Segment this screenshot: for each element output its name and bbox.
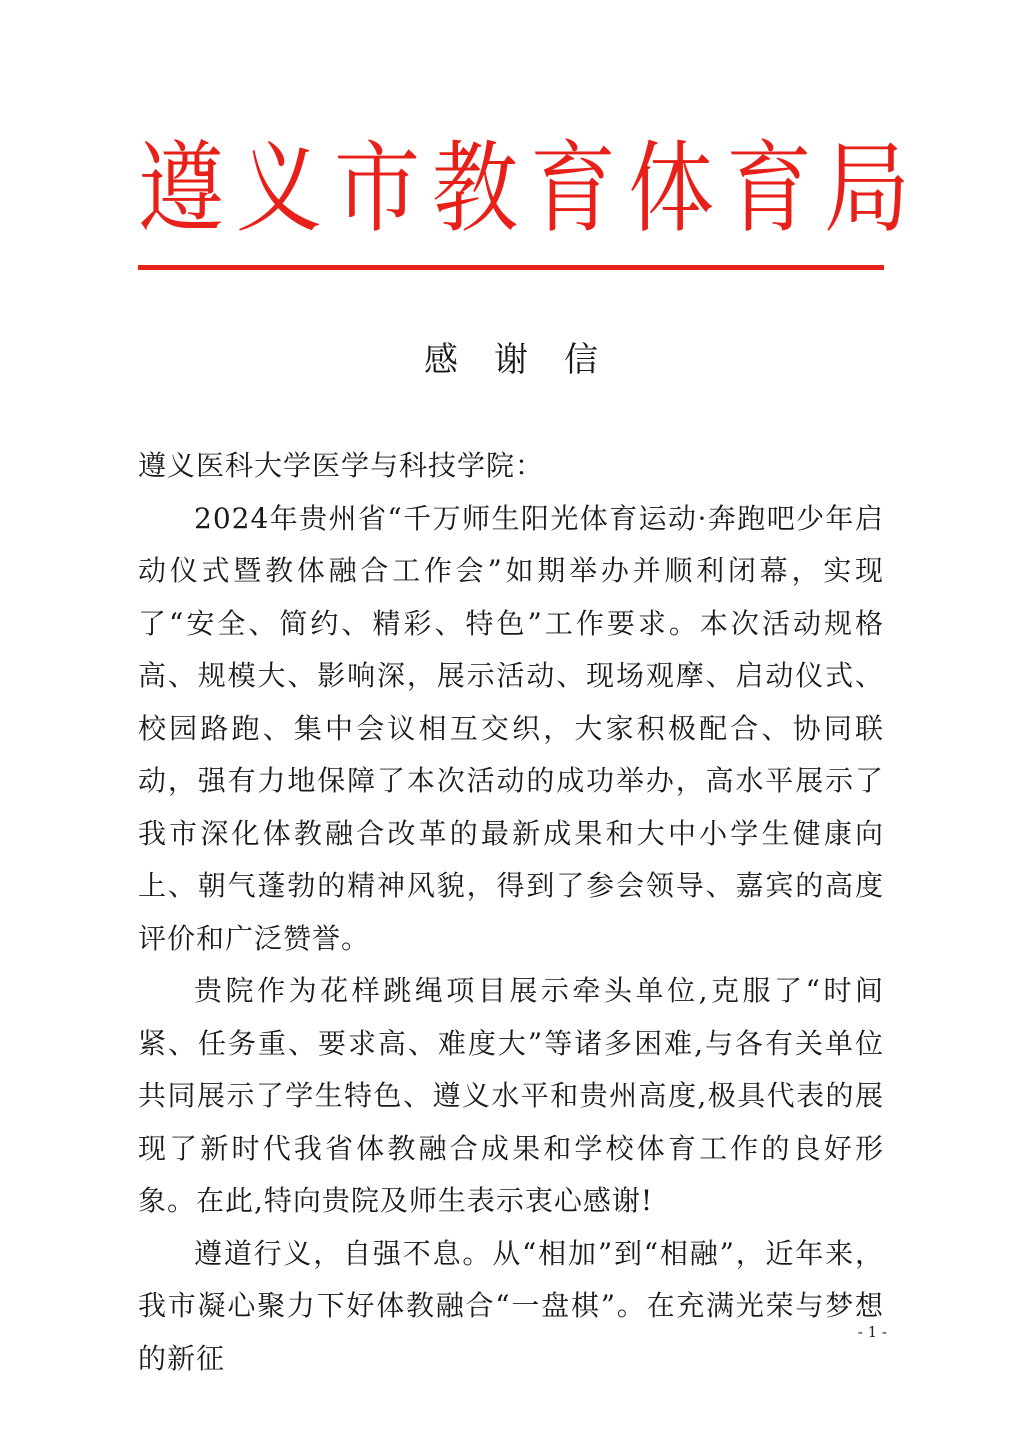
letterhead-org-name: 遵义市教育体育局 — [138, 131, 922, 247]
body-paragraph-3: 遵道行义，自强不息。从“相加”到“相融”，近年来，我市凝心聚力下好体教融合“一盘棋”。在充满光荣与梦想的新征 — [138, 1236, 884, 1375]
page-number: - 1 - — [857, 1323, 887, 1341]
letterhead-red-rule — [138, 265, 884, 270]
letter-body — [138, 440, 884, 1385]
letter-title: 感谢信 — [424, 340, 634, 380]
body-paragraph-1: 2024年贵州省“千万师生阳光体育运动·奔跑吧少年启动仪式暨教体融合工作会”如期举办并顺利闭幕，实现了“安全、简约、精彩、特色”工作要求。本次活动规格高、规模大、影响深，展示活动、现场观摩、启动仪式、校园路跑、集中会议相互交织，大家积极配合、协同联动，强有力地保障了本次活动的成功举办，高水平展示了我市深化体教融合改革的最新成果和大中小学生健康向上、朝气蓬勃的精神风貌，得到了参会领导、嘉宾的高度评价和广泛赞誉。 — [138, 501, 884, 955]
body-paragraph-2: 贵院作为花样跳绳项目展示牵头单位,克服了“时间紧、任务重、要求高、难度大”等诸多困难,与各有关单位共同展示了学生特色、遵义水平和贵州高度,极具代表的展现了新时代我省体教融合成果和学校体育工作的良好形象。在此,特向贵院及师生表示衷心感谢! — [138, 974, 884, 1217]
salutation: 遵义医科大学医学与科技学院： — [138, 449, 545, 482]
